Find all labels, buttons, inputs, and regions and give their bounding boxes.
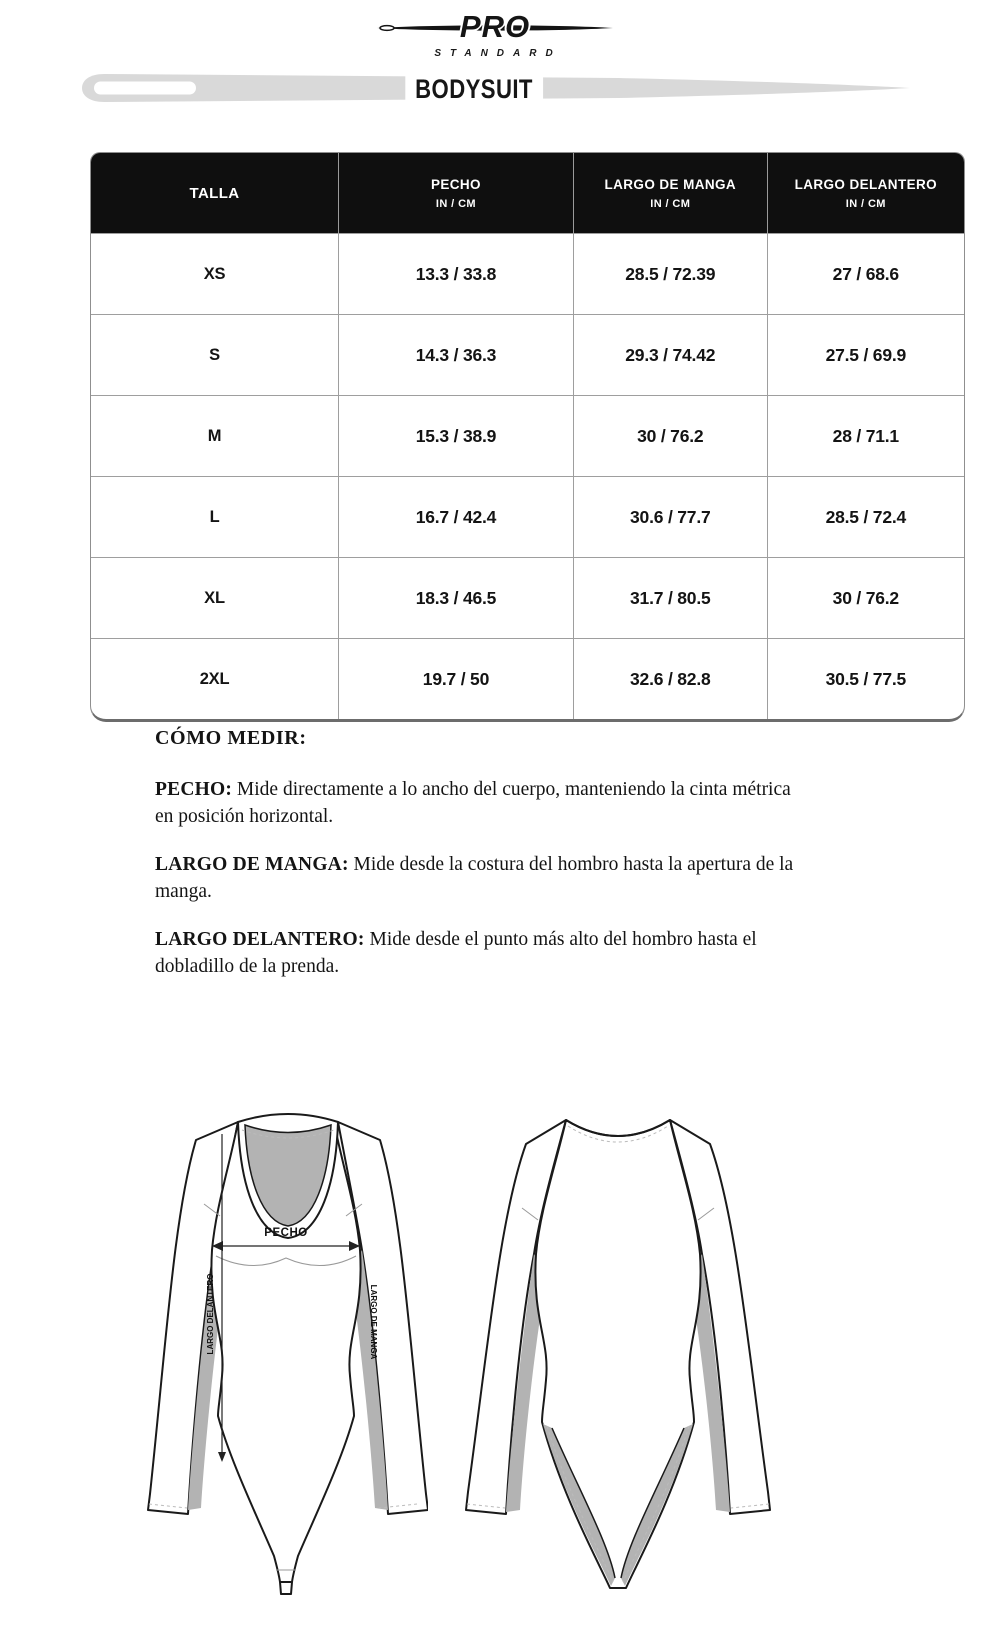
measure-term: PECHO: — [155, 779, 233, 800]
cell-size: L — [91, 476, 338, 557]
header-label: LARGO DELANTERO — [794, 176, 938, 192]
cell-delantero: 27.5 / 69.9 — [767, 314, 964, 395]
measure-term: LARGO DELANTERO: — [155, 929, 365, 950]
cell-pecho: 19.7 / 50 — [338, 638, 573, 719]
cell-manga: 28.5 / 72.39 — [573, 233, 767, 314]
cell-size: M — [91, 395, 338, 476]
cell-size: XS — [91, 233, 338, 314]
cell-pecho: 14.3 / 36.3 — [338, 314, 573, 395]
table-header-talla — [91, 153, 338, 233]
cell-pecho: 15.3 / 38.9 — [338, 395, 573, 476]
cell-manga: 30 / 76.2 — [573, 395, 767, 476]
cell-manga: 29.3 / 74.42 — [573, 314, 767, 395]
how-to-measure-section — [155, 727, 803, 1001]
cell-manga: 32.6 / 82.8 — [573, 638, 767, 719]
table-header-largo-delantero — [767, 153, 964, 233]
largo-de-manga-label: LARGO DE MANGA — [369, 1284, 378, 1360]
size-table — [90, 152, 965, 722]
cell-pecho: 16.7 / 42.4 — [338, 476, 573, 557]
brand-subtitle: STANDARD — [434, 48, 562, 59]
header-unit: IN / CM — [845, 197, 886, 210]
header-label: PECHO — [430, 176, 481, 192]
header-label: LARGO DE MANGA — [604, 176, 737, 192]
measure-item-pecho — [155, 776, 803, 830]
measure-term: LARGO DE MANGA: — [155, 854, 349, 875]
brand-name: PRO — [459, 9, 531, 44]
brand-logo — [375, 10, 615, 59]
cell-pecho: 18.3 / 46.5 — [338, 557, 573, 638]
header-unit: IN / CM — [435, 197, 476, 210]
measure-text: Mide desde la costura del hombro hasta la apertura de la manga. — [155, 854, 794, 902]
bodysuit-back-diagram — [448, 1064, 848, 1624]
cell-delantero: 28.5 / 72.4 — [767, 476, 964, 557]
cell-delantero: 30.5 / 77.5 — [767, 638, 964, 719]
cell-size: S — [91, 314, 338, 395]
cell-size: 2XL — [91, 638, 338, 719]
cell-manga: 30.6 / 77.7 — [573, 476, 767, 557]
cell-delantero: 27 / 68.6 — [767, 233, 964, 314]
header-label: TALLA — [189, 184, 240, 202]
cell-delantero: 28 / 71.1 — [767, 395, 964, 476]
measure-text: Mide desde el punto más alto del hombro hasta el dobladillo de la prenda. — [155, 929, 757, 977]
table-header-largo-de-manga — [573, 153, 767, 233]
cell-manga: 31.7 / 80.5 — [573, 557, 767, 638]
table-header-pecho — [338, 153, 573, 233]
cell-size: XL — [91, 557, 338, 638]
largo-delantero-label: LARGO DELANTERO — [206, 1273, 215, 1355]
pecho-label: PECHO — [264, 1227, 308, 1239]
header-unit: IN / CM — [650, 197, 691, 210]
cell-delantero: 30 / 76.2 — [767, 557, 964, 638]
measure-text: Mide directamente a lo ancho del cuerpo, manteniendo la cinta métrica en posición horizontal. — [155, 779, 791, 827]
measure-item-largo-de-manga — [155, 851, 803, 905]
page-title: BODYSUIT — [405, 74, 542, 104]
cell-pecho: 13.3 / 33.8 — [338, 233, 573, 314]
bodysuit-front-diagram — [138, 1064, 428, 1624]
how-to-measure-title: CÓMO MEDIR: — [155, 727, 307, 749]
measure-item-largo-delantero — [155, 926, 803, 980]
